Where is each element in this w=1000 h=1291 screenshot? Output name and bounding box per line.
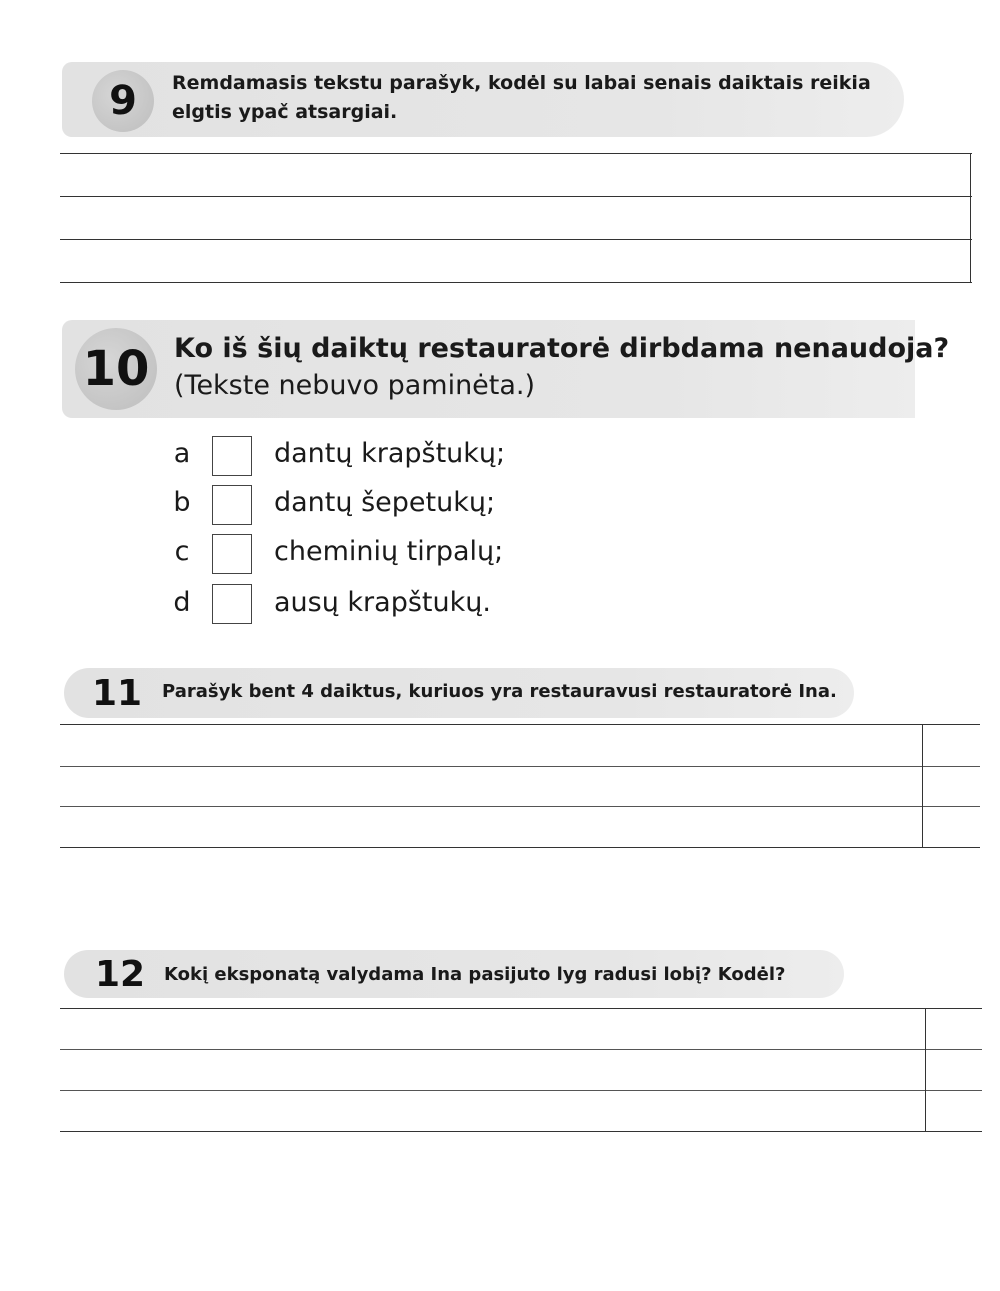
- answer-line-9-1[interactable]: [60, 153, 972, 154]
- question-11-number: 11: [91, 672, 143, 714]
- question-12-text: Kokį eksponatą valydama Ina pasijuto lyg radusi lobį? Kodėl?: [164, 964, 786, 985]
- question-9-number: 9: [92, 70, 154, 132]
- answer-line-9-4[interactable]: [60, 282, 972, 283]
- option-a-text: dantų krapštukų;: [274, 438, 506, 469]
- question-10-text-line2: (Tekste nebuvo paminėta.): [174, 370, 536, 401]
- answer-line-9-3[interactable]: [60, 239, 972, 240]
- option-d-checkbox[interactable]: [212, 584, 252, 624]
- score-column-divider-9: [970, 153, 971, 283]
- option-d-text: ausų krapštukų.: [274, 587, 491, 618]
- option-c-checkbox[interactable]: [212, 534, 252, 574]
- answer-line-12-2[interactable]: [60, 1049, 982, 1050]
- score-column-divider-12: [925, 1008, 926, 1132]
- option-c-text: cheminių tirpalų;: [274, 536, 504, 567]
- option-c-letter: c: [174, 536, 190, 567]
- option-a-letter: a: [173, 438, 191, 469]
- question-12-number: 12: [94, 953, 146, 995]
- option-b-letter: b: [173, 487, 191, 518]
- answer-line-12-4[interactable]: [60, 1131, 982, 1132]
- score-column-divider-11: [922, 724, 923, 848]
- option-a-checkbox[interactable]: [212, 436, 252, 476]
- question-9-text-line1: Remdamasis tekstu parašyk, kodėl su labai senais daiktais reikia: [172, 72, 871, 94]
- question-9-text-line2: elgtis ypač atsargiai.: [172, 101, 398, 123]
- option-d-letter: d: [173, 587, 191, 618]
- option-b-text: dantų šepetukų;: [274, 487, 496, 518]
- answer-line-11-2[interactable]: [60, 766, 980, 767]
- answer-line-12-3[interactable]: [60, 1090, 982, 1091]
- question-11-text: Parašyk bent 4 daiktus, kuriuos yra restauravusi restauratorė Ina.: [162, 681, 837, 702]
- answer-line-9-2[interactable]: [60, 196, 972, 197]
- answer-line-11-4[interactable]: [60, 847, 980, 848]
- question-10-text-line1: Ko iš šių daiktų restauratorė dirbdama nenaudoja?: [174, 333, 950, 364]
- answer-line-11-1[interactable]: [60, 724, 980, 725]
- answer-line-12-1[interactable]: [60, 1008, 982, 1009]
- option-b-checkbox[interactable]: [212, 485, 252, 525]
- question-10-number: 10: [75, 328, 157, 410]
- answer-line-11-3[interactable]: [60, 806, 980, 807]
